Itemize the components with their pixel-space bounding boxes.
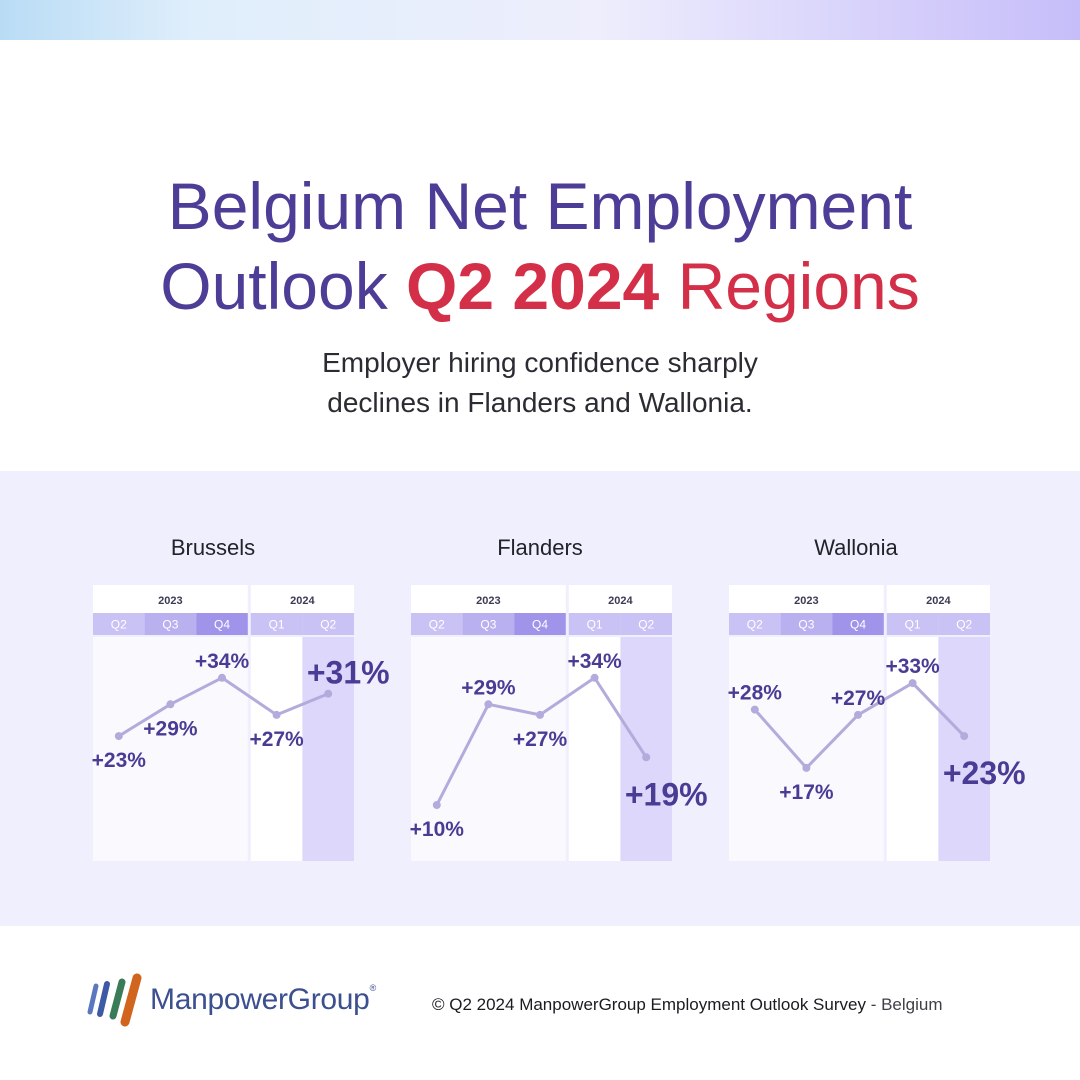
title-regions: Regions	[677, 249, 920, 323]
year-label: 2024	[290, 595, 315, 607]
quarter-label: Q4	[531, 617, 549, 632]
quarter-label: Q2	[746, 617, 763, 632]
data-point	[960, 732, 968, 740]
subtitle-line1: Employer hiring confidence sharply	[322, 347, 758, 378]
quarter-label: Q2	[110, 617, 127, 632]
data-label: +27%	[830, 686, 886, 710]
chart-flanders	[409, 585, 708, 861]
data-point	[591, 674, 599, 682]
top-gradient-band	[0, 0, 1080, 40]
data-label: +27%	[249, 727, 304, 751]
data-label: +34%	[194, 649, 250, 673]
chart-wallonia	[727, 585, 1026, 861]
quarter-label: Q2	[428, 617, 445, 632]
data-label: +29%	[143, 717, 198, 741]
data-label-current: +19%	[624, 776, 708, 813]
chart-brussels	[91, 585, 390, 861]
data-point	[115, 732, 123, 740]
quarter-label: Q4	[213, 617, 231, 632]
subtitle-line2: declines in Flanders and Wallonia.	[327, 387, 753, 418]
data-point	[854, 711, 862, 719]
data-label: +33%	[885, 655, 940, 679]
page-title	[0, 166, 1080, 326]
data-point	[166, 700, 174, 708]
chart-svg	[409, 585, 708, 861]
logo-registered: ®	[369, 983, 376, 993]
highlight-column	[620, 637, 672, 861]
footer-copyright	[432, 995, 943, 1015]
quarter-label: Q2	[320, 617, 337, 632]
quarter-label: Q3	[162, 617, 179, 632]
chart-svg	[91, 585, 390, 861]
logo-wordmark	[150, 983, 376, 1017]
quarter-label: Q1	[904, 617, 921, 632]
title-quarter: Q2 2024	[406, 249, 660, 323]
data-point	[324, 690, 332, 698]
highlight-column	[938, 637, 990, 861]
title-outlook: Outlook	[160, 249, 388, 323]
data-point	[642, 753, 650, 761]
copyright-text: © Q2 2024 ManpowerGroup Employment Outlook Survey	[432, 995, 866, 1014]
year-label: 2023	[158, 595, 183, 607]
data-label-current: +23%	[942, 755, 1026, 792]
region-title-flanders: Flanders	[497, 535, 583, 560]
data-point	[802, 764, 810, 772]
quarter-label: Q3	[798, 617, 815, 632]
data-label: +34%	[567, 649, 622, 673]
quarter-label: Q1	[268, 617, 285, 632]
page-subtitle	[0, 343, 1080, 423]
quarter-label: Q4	[849, 617, 867, 632]
data-point	[433, 801, 441, 809]
data-point	[218, 674, 226, 682]
data-point	[536, 711, 544, 719]
chart-svg	[727, 585, 1026, 861]
data-label: +23%	[91, 749, 146, 773]
data-point	[909, 679, 917, 687]
quarter-label: Q3	[480, 617, 497, 632]
region-title-brussels: Brussels	[170, 535, 256, 560]
data-label-current: +31%	[306, 654, 390, 691]
data-point	[751, 706, 759, 714]
data-label: +29%	[461, 676, 516, 700]
region-title-wallonia: Wallonia	[814, 535, 898, 560]
data-label: +27%	[512, 727, 568, 751]
data-label: +17%	[779, 780, 834, 804]
quarter-label: Q1	[586, 617, 603, 632]
data-point	[273, 711, 281, 719]
title-line1: Belgium Net Employment	[167, 169, 913, 243]
data-point	[484, 700, 492, 708]
year-label: 2024	[926, 595, 951, 607]
copyright-country: - Belgium	[870, 995, 943, 1014]
quarter-label: Q2	[956, 617, 973, 632]
year-label: 2023	[794, 595, 819, 607]
plot-bg-2023	[729, 637, 884, 861]
quarter-label: Q2	[638, 617, 655, 632]
logo-text: ManpowerGroup	[150, 983, 370, 1016]
data-label: +28%	[727, 681, 782, 705]
data-label: +10%	[409, 818, 464, 841]
year-label: 2023	[476, 595, 501, 607]
year-label: 2024	[608, 595, 633, 607]
